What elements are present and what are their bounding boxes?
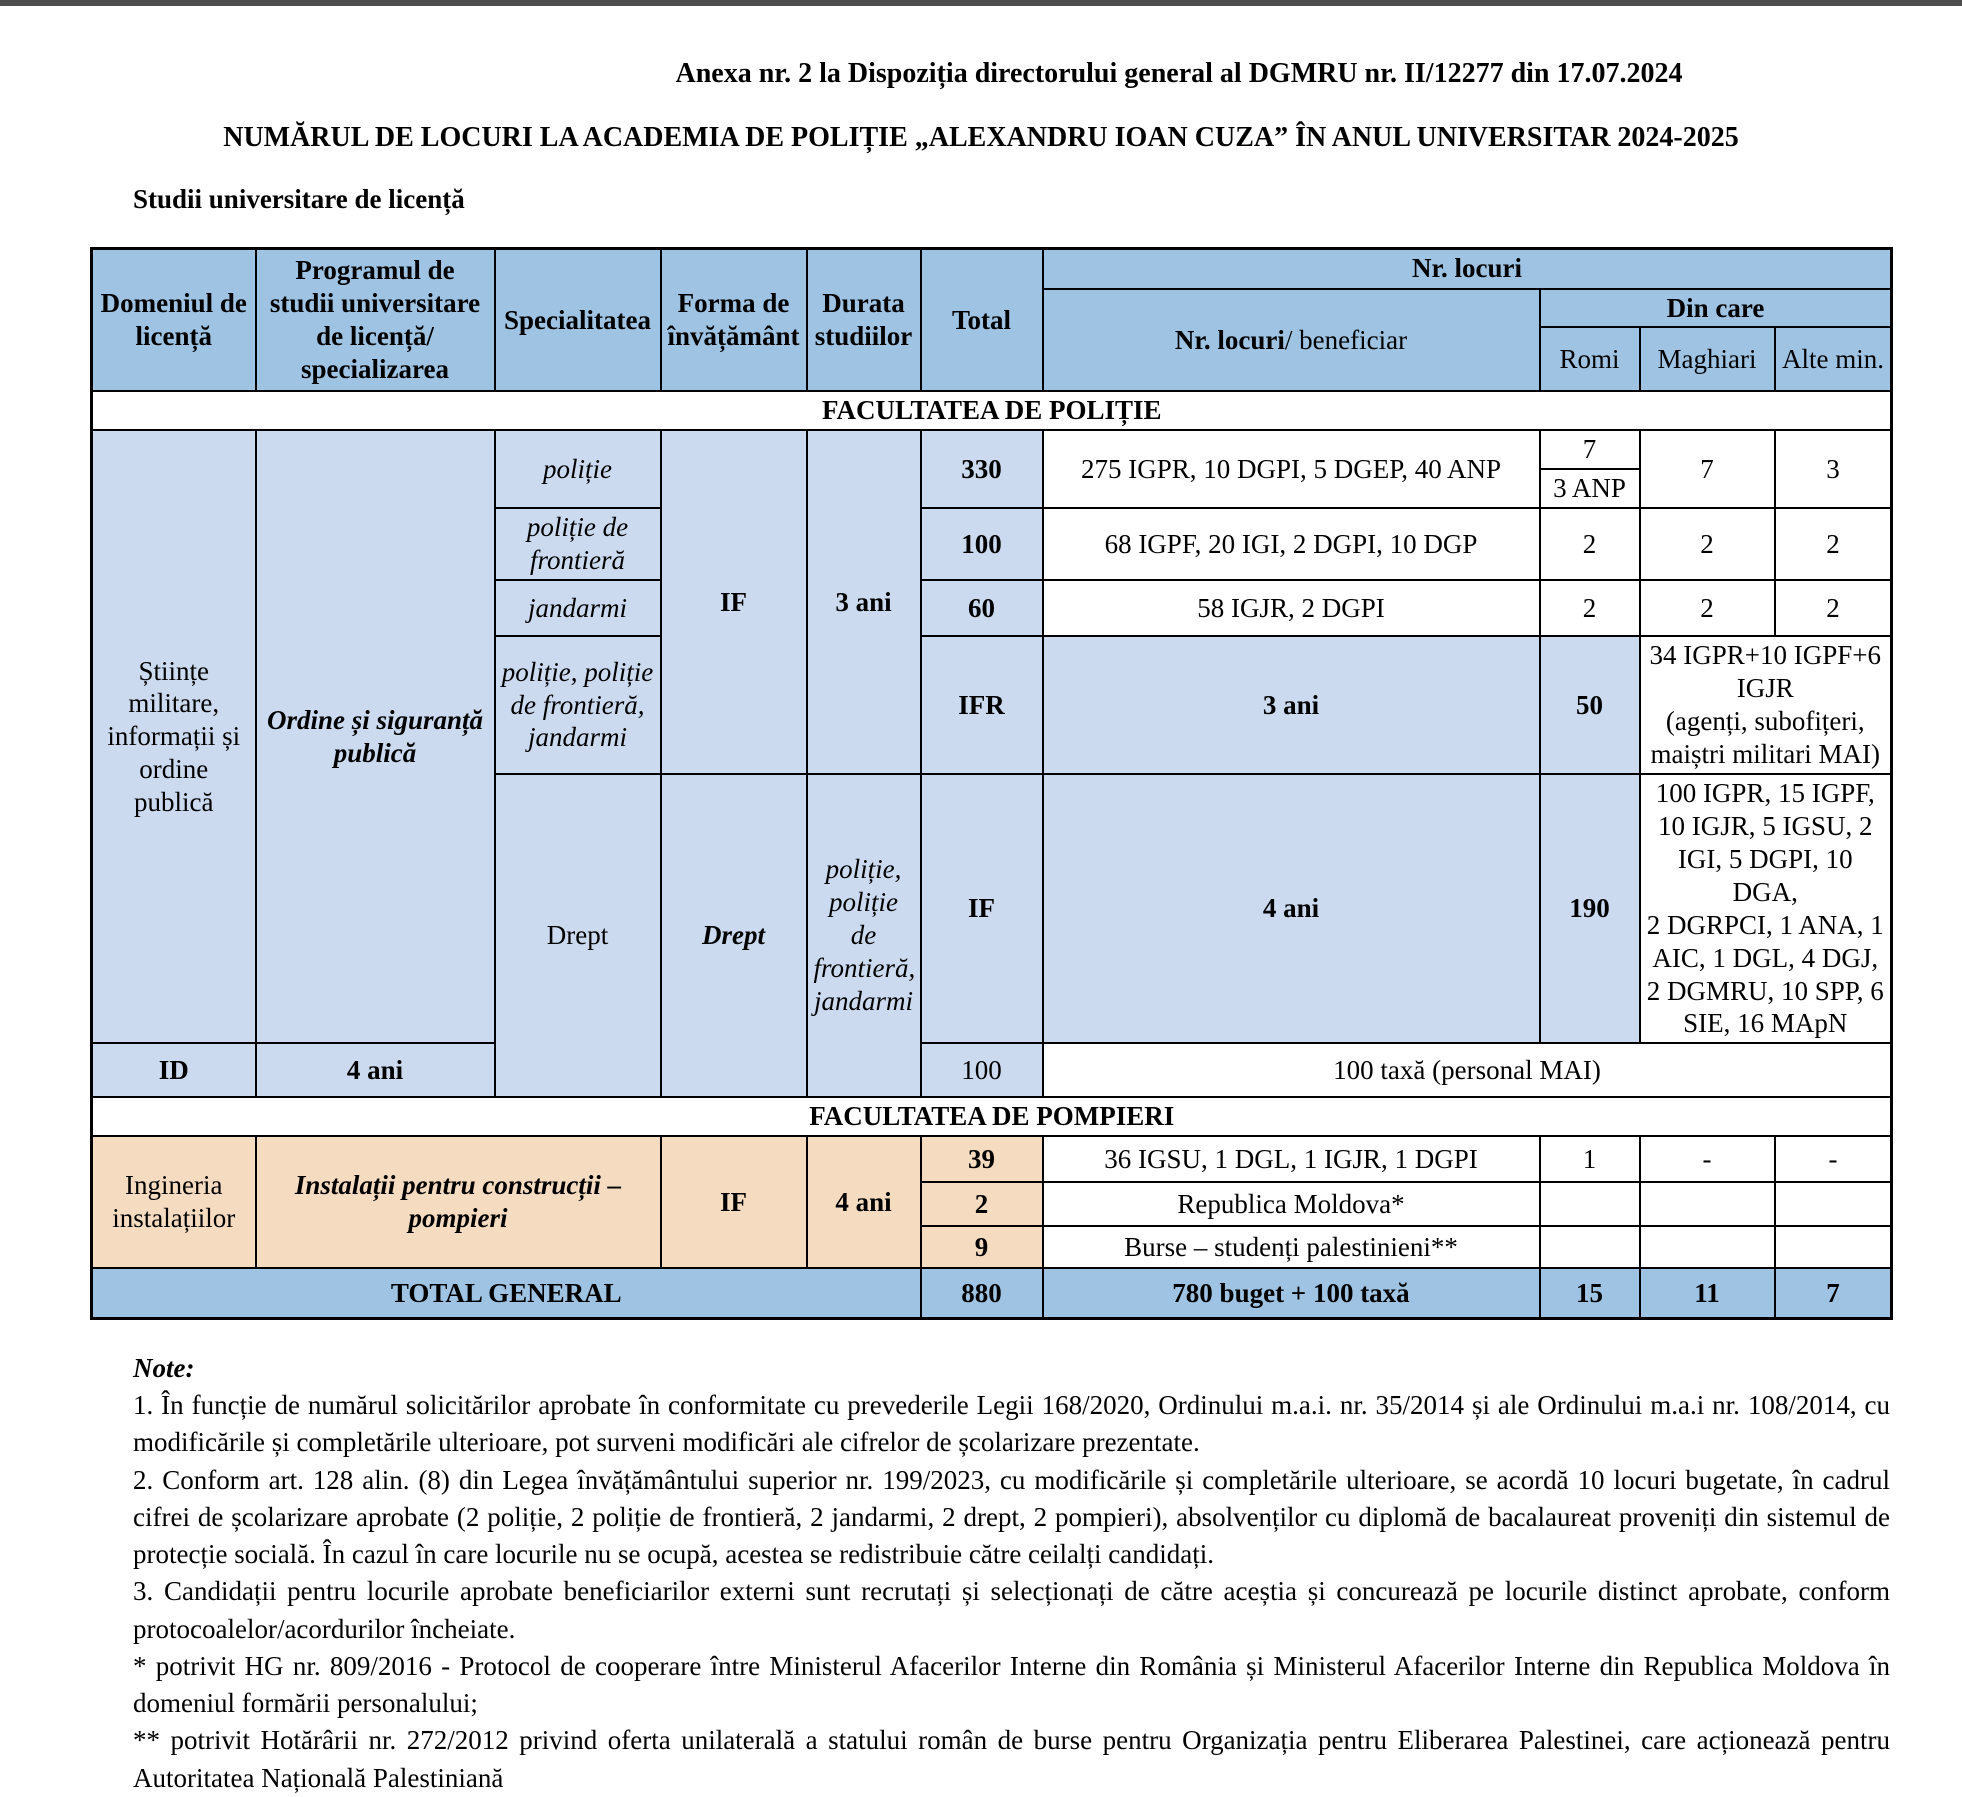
total-jandarmi: 60 (921, 580, 1043, 636)
specialitate-jandarmi: jandarmi (495, 580, 661, 636)
total-ifr: 50 (1540, 636, 1640, 774)
section-header-pompieri: FACULTATEA DE POMPIERI (92, 1097, 1892, 1136)
note-1: 1. În funcție de numărul solicitărilor aprobate în conformitate cu prevederile Legii 168/2020, Ordinului m.a.i. nr. 35/2014 și ale Ordinului m.a.i nr. 108/2014, cu modificările și completările ulterioare, pot surveni modificări ale cifrelor de școlarizare prezentate. (133, 1390, 1890, 1458)
col-header-beneficiar (1043, 289, 1540, 392)
col-header-programul: Programul de studii universitare de licență/ specializarea (256, 249, 495, 392)
maghiari-jandarmi: 2 (1640, 580, 1775, 636)
domeniul-ingineria: Ingineria instalațiilor (92, 1136, 256, 1268)
total-pompieri-39: 39 (921, 1136, 1043, 1182)
admission-places-table (90, 247, 1893, 1320)
col-header-beneficiar-rest: / beneficiar (1284, 324, 1408, 355)
total-general-romi: 15 (1540, 1268, 1640, 1318)
col-header-total: Total (921, 249, 1043, 392)
forma-drept-if: IF (921, 774, 1043, 1044)
alte-min-frontiera: 2 (1775, 508, 1892, 580)
durata-3-ani: 3 ani (807, 430, 921, 774)
romi-moldova (1540, 1182, 1640, 1226)
studies-section-label: Studii universitare de licență (133, 184, 465, 214)
notes-heading: Note: (133, 1352, 195, 1383)
note-double-asterisk: ** potrivit Hotărârii nr. 272/2012 privind oferta unilaterală a statului român de burse pentru Organizația pentru Eliberarea Palestinei, care acționează pentru Autoritatea Națională Palestiniană (133, 1725, 1890, 1793)
romi-politie-top: 7 (1540, 430, 1640, 469)
beneficiar-ifr-line2: (agenți, subofițeri, maiștri militari MAI) (1650, 706, 1880, 769)
col-header-forma: Forma de învățământ (661, 249, 807, 392)
col-header-maghiari: Maghiari (1640, 327, 1775, 391)
beneficiar-drept-if (1640, 774, 1892, 1044)
beneficiar-burse: Burse – studenți palestinieni** (1043, 1226, 1540, 1268)
col-header-din-care: Din care (1540, 289, 1892, 328)
total-drept-if: 190 (1540, 774, 1640, 1044)
notes-section (133, 1350, 1890, 1797)
note-3: 3. Candidații pentru locurile aprobate beneficiarilor externi sunt recrutați și selecționați de către aceștia și concurează pe locurile distinct aprobate, conform protocoalelor/acordurilor încheiate. (133, 1576, 1890, 1644)
forma-ifr: IFR (921, 636, 1043, 774)
beneficiar-pompieri: 36 IGSU, 1 DGL, 1 IGJR, 1 DGPI (1043, 1136, 1540, 1182)
domeniul-drept: Drept (495, 774, 661, 1098)
total-general-value: 880 (921, 1268, 1043, 1318)
total-drept-id: 100 (921, 1043, 1043, 1097)
forma-pompieri: IF (661, 1136, 807, 1268)
romi-burse (1540, 1226, 1640, 1268)
total-politie: 330 (921, 430, 1043, 508)
total-moldova-2: 2 (921, 1182, 1043, 1226)
section-header-politie: FACULTATEA DE POLIȚIE (92, 391, 1892, 430)
total-general-beneficiar: 780 buget + 100 taxă (1043, 1268, 1540, 1318)
total-burse-9: 9 (921, 1226, 1043, 1268)
col-header-specialitatea: Specialitatea (495, 249, 661, 392)
specialitate-ifr: poliție, poliție de frontieră, jandarmi (495, 636, 661, 774)
col-header-alte-min: Alte min. (1775, 327, 1892, 391)
domeniul-stiinte-militare: Științe militare, informații și ordine publică (92, 430, 256, 1043)
durata-pompieri: 4 ani (807, 1136, 921, 1268)
beneficiar-ifr (1640, 636, 1892, 774)
durata-drept-id: 4 ani (256, 1043, 495, 1097)
alte-min-politie: 3 (1775, 430, 1892, 508)
col-header-beneficiar-bold: Nr. locuri (1174, 324, 1285, 355)
maghiari-pompieri: - (1640, 1136, 1775, 1182)
beneficiar-drept-if-line1: 100 IGPR, 15 IGPF, 10 IGJR, 5 IGSU, 2 IGI, 5 DGPI, 10 DGA, (1655, 777, 1875, 907)
maghiari-moldova (1640, 1182, 1775, 1226)
specialitate-drept: poliție, poliție de frontieră, jandarmi (807, 774, 921, 1098)
beneficiar-drept-if-line2: 2 DGRPCI, 1 ANA, 1 AIC, 1 DGL, 4 DGJ, 2 DGMRU, 10 SPP, 6 SIE, 16 MApN (1646, 909, 1884, 1039)
alte-min-jandarmi: 2 (1775, 580, 1892, 636)
alte-min-burse (1775, 1226, 1892, 1268)
program-drept: Drept (661, 774, 807, 1098)
col-header-nr-locuri: Nr. locuri (1043, 249, 1892, 289)
romi-jandarmi: 2 (1540, 580, 1640, 636)
annex-title: Anexa nr. 2 la Dispoziția directorului general al DGMRU nr. II/12277 din 17.07.2024 (675, 58, 1683, 89)
note-asterisk: * potrivit HG nr. 809/2016 - Protocol de cooperare între Ministerul Afacerilor Interne din România și Ministerul Afacerilor Interne din Republica Moldova în domeniul formării personalului; (133, 1650, 1890, 1719)
maghiari-politie: 7 (1640, 430, 1775, 508)
beneficiar-politie: 275 IGPR, 10 DGPI, 5 DGEP, 40 ANP (1043, 430, 1540, 508)
beneficiar-drept-id: 100 taxă (personal MAI) (1043, 1043, 1892, 1097)
beneficiar-moldova: Republica Moldova* (1043, 1182, 1540, 1226)
total-frontiera: 100 (921, 508, 1043, 580)
col-header-domeniul: Domeniul de licență (92, 249, 256, 392)
program-instalatii: Instalații pentru construcții – pompieri (256, 1136, 661, 1268)
beneficiar-jandarmi: 58 IGJR, 2 DGPI (1043, 580, 1540, 636)
total-general-label: TOTAL GENERAL (92, 1268, 921, 1318)
program-ordine-siguranta: Ordine și siguranță publică (256, 430, 495, 1043)
specialitate-politie-frontiera: poliție de frontieră (495, 508, 661, 580)
col-header-durata: Durata studiilor (807, 249, 921, 392)
forma-drept-id: ID (92, 1043, 256, 1097)
specialitate-politie: poliție (495, 430, 661, 508)
total-general-maghiari: 11 (1640, 1268, 1775, 1318)
maghiari-frontiera: 2 (1640, 508, 1775, 580)
forma-if: IF (661, 430, 807, 774)
romi-pompieri: 1 (1540, 1136, 1640, 1182)
durata-ifr: 3 ani (1043, 636, 1540, 774)
total-general-alte: 7 (1775, 1268, 1892, 1318)
col-header-romi: Romi (1540, 327, 1640, 391)
document-title: NUMĂRUL DE LOCURI LA ACADEMIA DE POLIȚIE „ALEXANDRU IOAN CUZA” ÎN ANUL UNIVERSITAR 2024-2025 (223, 122, 1739, 153)
alte-min-moldova (1775, 1182, 1892, 1226)
alte-min-pompieri: - (1775, 1136, 1892, 1182)
beneficiar-frontiera: 68 IGPF, 20 IGI, 2 DGPI, 10 DGP (1043, 508, 1540, 580)
window-top-edge (0, 0, 1962, 6)
durata-drept-if: 4 ani (1043, 774, 1540, 1044)
maghiari-burse (1640, 1226, 1775, 1268)
romi-frontiera: 2 (1540, 508, 1640, 580)
romi-politie-bottom: 3 ANP (1540, 469, 1640, 508)
beneficiar-ifr-line1: 34 IGPR+10 IGPF+6 IGJR (1649, 640, 1881, 704)
note-2: 2. Conform art. 128 alin. (8) din Legea învățământului superior nr. 199/2023, cu modificările și completările ulterioare, se acordă 10 locuri bugetate, în cadrul cifrei de școlarizare aprobate (2 poliție, 2 poliție de frontieră, 2 jandarmi, 2 drept, 2 pompieri), absolvenților cu diplomă de bacalaureat proveniți din sistemul de protecție socială. În cazul în care locurile nu se ocupă, acestea se redistribuie către ceilalți candidați. (133, 1464, 1890, 1570)
